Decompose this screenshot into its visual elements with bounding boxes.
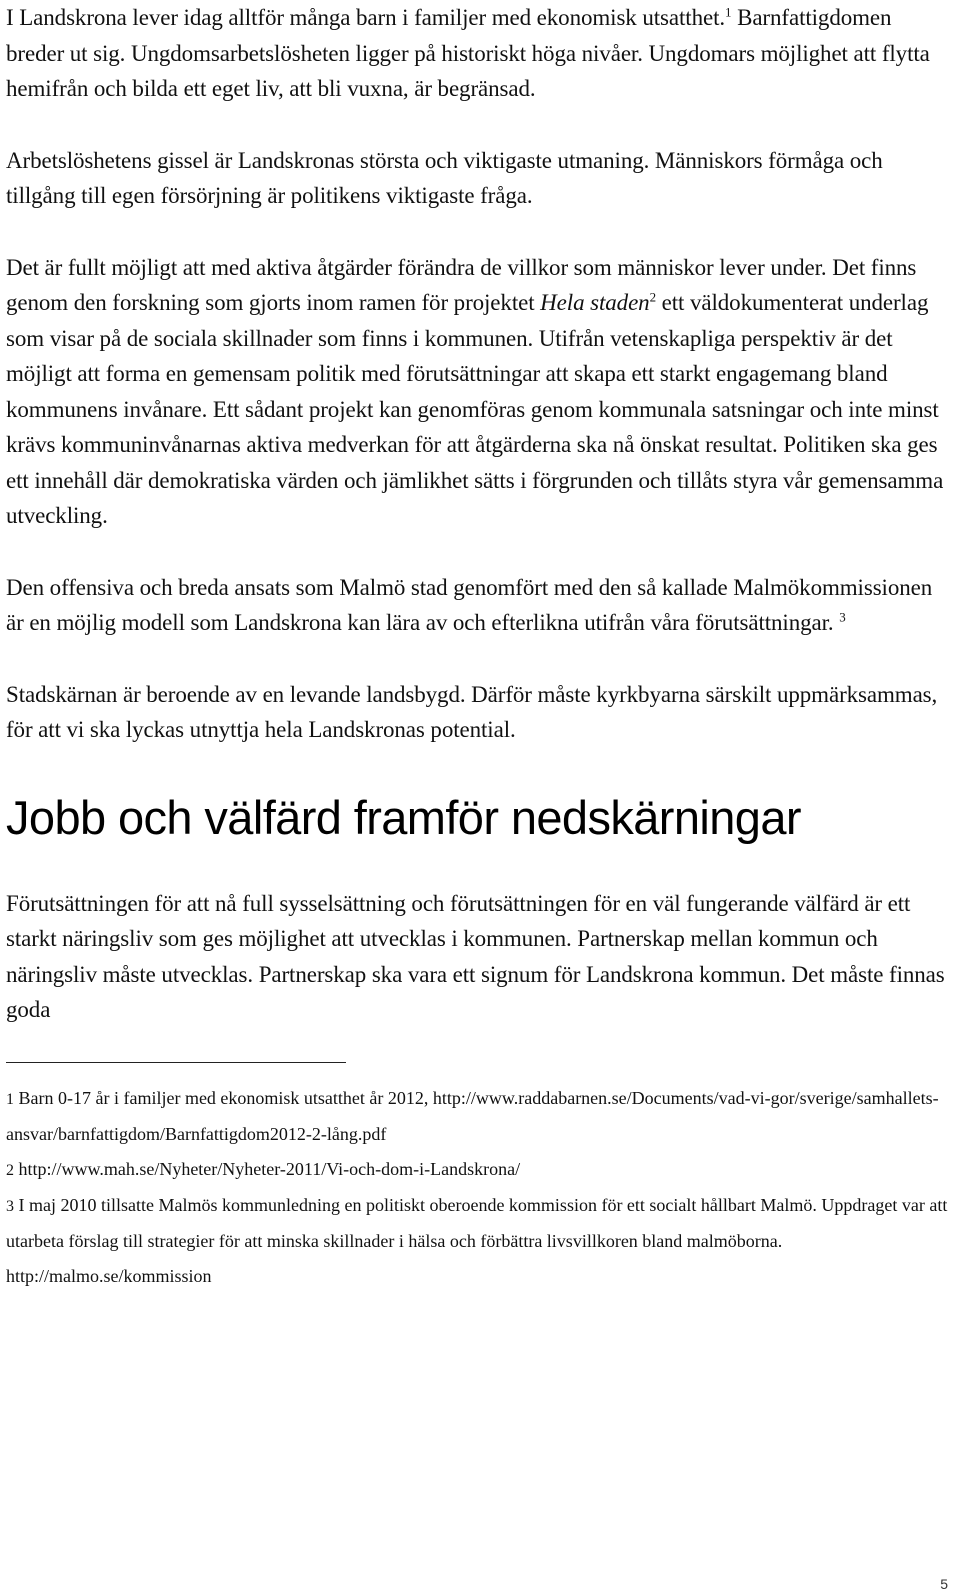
paragraph-text: I Landskrona lever idag alltför många barn i familjer med ekonomisk utsatthet. bbox=[6, 5, 726, 30]
paragraph-business: Förutsättningen för att nå full sysselsättning och förutsättningen för en väl fungerande välfärd är ett starkt näringsliv som ges möjlighet att utvecklas i kommunen. Partnerskap mellan kommun och näringsliv måste utvecklas. Partnerskap ska vara ett signum för Landskrona kommun. Det måste finnas goda bbox=[6, 890, 945, 1022]
paragraph-text: Den offensiva och breda ansats som Malmö stad genomfört med den så kallade Malmökommissionen är en möjlig modell som Landskrona kan lära av och efterlikna utifrån våra förutsättningar. bbox=[6, 574, 933, 635]
paragraph-text: ett väldokumenterat underlag som visar på de sociala skillnader som finns i kommunen. Utifrån vetenskapliga perspektiv är det möjligt att forma en gemensam politik med förutsättningar att skapa ett starkt engagemang bland kommunens invånare. Ett sådant projekt kan genomföras genom kommunala satsningar och inte minst krävs kommuninvånarnas aktiva medverkan för att åtgärderna ska nå önskat resultat. Politiken ska ges ett innehåll där demokratiska värden och jämlikhet sätts i förgrunden och tillåts styra vår gemensamma utveckling. bbox=[6, 290, 944, 528]
paragraph-text: Det är fullt möjligt att med aktiva åtgärder förändra de villkor som människor lever under. Det finns genom den forskning som gjorts inom ramen för projektet bbox=[6, 254, 917, 315]
paragraph-unemployment: Arbetslöshetens gissel är Landskronas största och viktigaste utmaning. Människors förmåga och tillgång till egen försörjning är politikens viktigaste fråga. bbox=[6, 147, 883, 208]
paragraph-malmo-commission bbox=[6, 570, 950, 641]
footnote-ref-1[interactable]: 1 bbox=[725, 4, 732, 20]
footnote-number: 2 bbox=[6, 1161, 14, 1179]
footnote-divider bbox=[6, 1062, 346, 1063]
footnotes bbox=[6, 1081, 950, 1294]
footnote-number: 3 bbox=[6, 1197, 14, 1215]
footnote-text: Barn 0-17 år i familjer med ekonomisk utsatthet år 2012, http://www.raddabarnen.se/Documents/vad-vi-gor/sverige/samhallets-ansvar/barnfattigdom/Barnfattigdom2012-2-lång.pdf bbox=[6, 1087, 939, 1144]
project-name: Hela staden bbox=[540, 290, 650, 315]
footnote-3 bbox=[6, 1188, 950, 1294]
footnote-text: I maj 2010 tillsatte Malmös kommunledning en politiskt oberoende kommission för ett socialt hållbart Malmö. Uppdraget var att utarbeta förslag till strategier för att minska skillnader i hälsa och förbättra livsvillkoren bland malmöborna. http://malmo.se/kommission bbox=[6, 1194, 948, 1286]
footnote-ref-2[interactable]: 2 bbox=[649, 289, 656, 305]
paragraph-active-measures bbox=[6, 250, 950, 534]
section-heading: Jobb och välfärd framför nedskärningar bbox=[6, 790, 801, 844]
paragraph-child-poverty bbox=[6, 0, 950, 107]
footnote-number: 1 bbox=[6, 1090, 14, 1108]
footnote-1 bbox=[6, 1081, 950, 1152]
document-page bbox=[6, 0, 950, 1294]
footnote-2 bbox=[6, 1152, 950, 1188]
paragraph-text: Barnfattigdomen breder ut sig. Ungdomsarbetslösheten ligger på historiskt höga nivåer. Ungdomars möjlighet att flytta hemifrån och bilda ett eget liv, att bli vuxna, är begränsad. bbox=[6, 5, 930, 101]
page-number: 5 bbox=[940, 1576, 948, 1592]
footnote-ref-3[interactable]: 3 bbox=[839, 609, 846, 625]
paragraph-countryside: Stadskärnan är beroende av en levande landsbygd. Därför måste kyrkbyarna särskilt uppmärksammas, för att vi ska lyckas utnyttja hela Landskronas potential. bbox=[6, 681, 938, 742]
footnote-text[interactable]: http://www.mah.se/Nyheter/Nyheter-2011/Vi-och-dom-i-Landskrona/ bbox=[14, 1158, 521, 1179]
